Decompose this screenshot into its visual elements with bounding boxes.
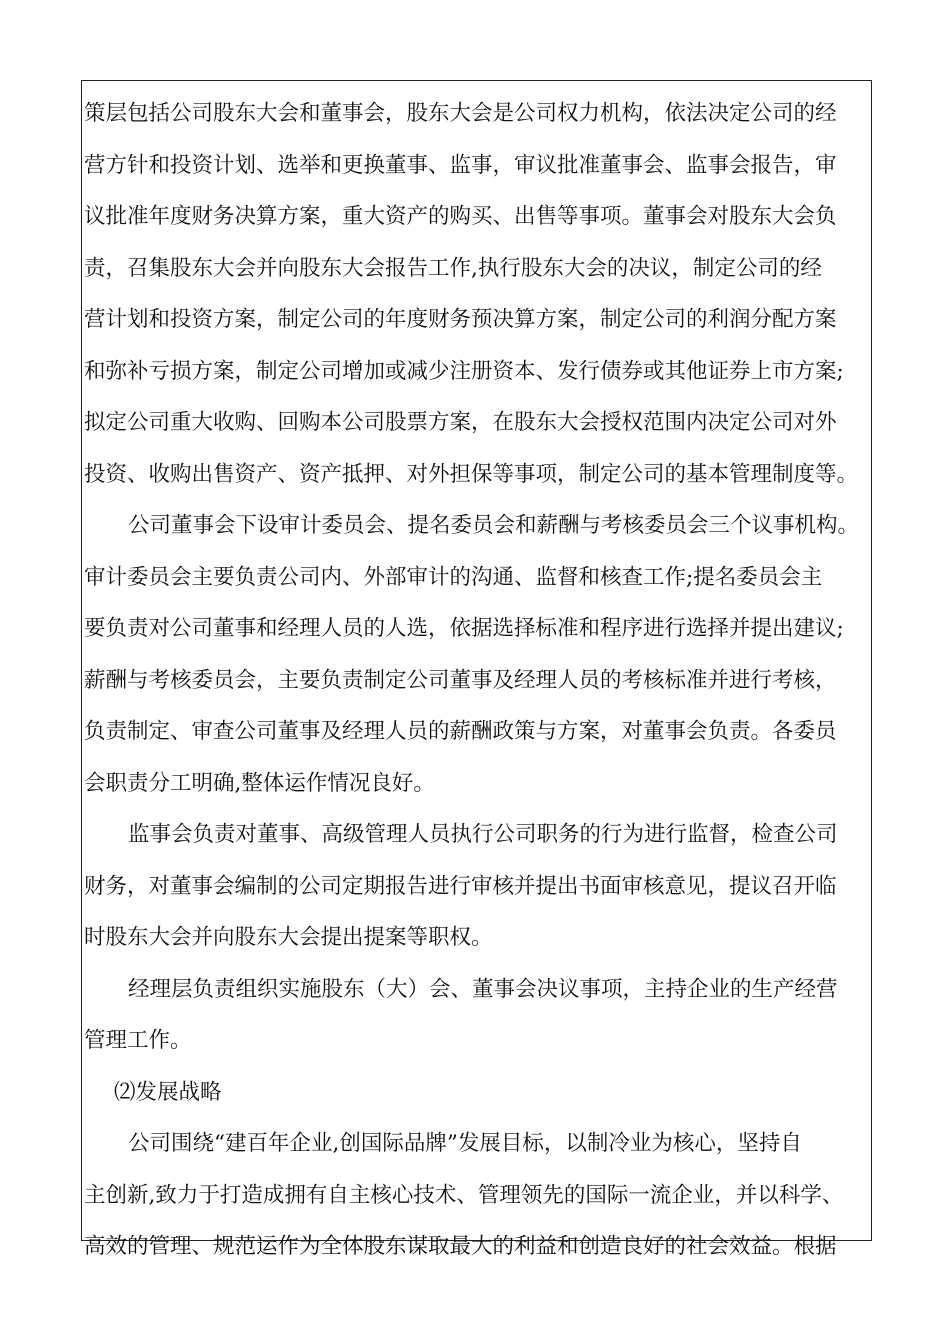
text-line: 要负责对公司董事和经理人员的人选，依据选择标准和程序进行选择并提出建议; [84, 616, 844, 641]
paragraph-start-line: 公司董事会下设审计委员会、提名委员会和薪酬与考核委员会三个议事机构。 [128, 513, 860, 538]
section-heading: ⑵发展战略 [114, 1079, 222, 1105]
text-line: 管理工作。 [84, 1028, 192, 1053]
text-line: 营方针和投资计划、选举和更换董事、监事，审议批准董事会、监事会报告，审 [84, 152, 837, 178]
document-body [84, 95, 870, 1280]
text-line: 审计委员会主要负责公司内、外部审计的沟通、监督和核查工作;提名委员会主 [84, 564, 823, 590]
text-line: 财务，对董事会编制的公司定期报告进行审核并提出书面审核意见，提议召开临 [84, 873, 837, 899]
text-line: 营计划和投资方案，制定公司的年度财务预决算方案，制定公司的利润分配方案 [84, 307, 837, 332]
text-line: 责，召集股东大会并向股东大会报告工作,执行股东大会的决议，制定公司的经 [84, 255, 822, 281]
paragraph-start-line: 经理层负责组织实施股东（大）会、董事会决议事项，主持企业的生产经营 [128, 976, 838, 1002]
text-line: 负责制定、审查公司董事及经理人员的薪酬政策与方案，对董事会负责。各委员 [84, 719, 837, 744]
text-line: 策层包括公司股东大会和董事会，股东大会是公司权力机构，依法决定公司的经 [84, 101, 837, 126]
document-frame [81, 80, 872, 1259]
paragraph-start-line: 监事会负责对董事、高级管理人员执行公司职务的行为进行监督，检查公司 [128, 822, 838, 847]
text-line: 时股东大会并向股东大会提出提案等职权。 [84, 925, 493, 950]
text-line: 拟定公司重大收购、回购本公司股票方案，在股东大会授权范围内决定公司对外 [84, 410, 837, 435]
paragraph-start-line: 公司围绕“建百年企业,创国际品牌”发展目标，以制冷业为核心，坚持自 [128, 1131, 802, 1156]
text-line: 主创新,致力于打造成拥有自主核心技术、管理领先的国际一流企业，并以科学、 [84, 1182, 844, 1208]
text-line: 薪酬与考核委员会，主要负责制定公司董事及经理人员的考核标准并进行考核， [84, 667, 837, 693]
text-line: 投资、收购出售资产、资产抵押、对外担保等事项，制定公司的基本管理制度等。 [84, 461, 859, 487]
text-line: 会职责分工明确,整体运作情况良好。 [84, 770, 435, 796]
text-line: 高效的管理、规范运作为全体股东谋取最大的利益和创造良好的社会效益。根据 [84, 1234, 837, 1259]
text-line: 议批准年度财务决算方案，重大资产的购买、出售等事项。董事会对股东大会负 [84, 204, 837, 229]
text-line: 和弥补亏损方案，制定公司增加或减少注册资本、发行债券或其他证券上市方案; [84, 358, 844, 384]
